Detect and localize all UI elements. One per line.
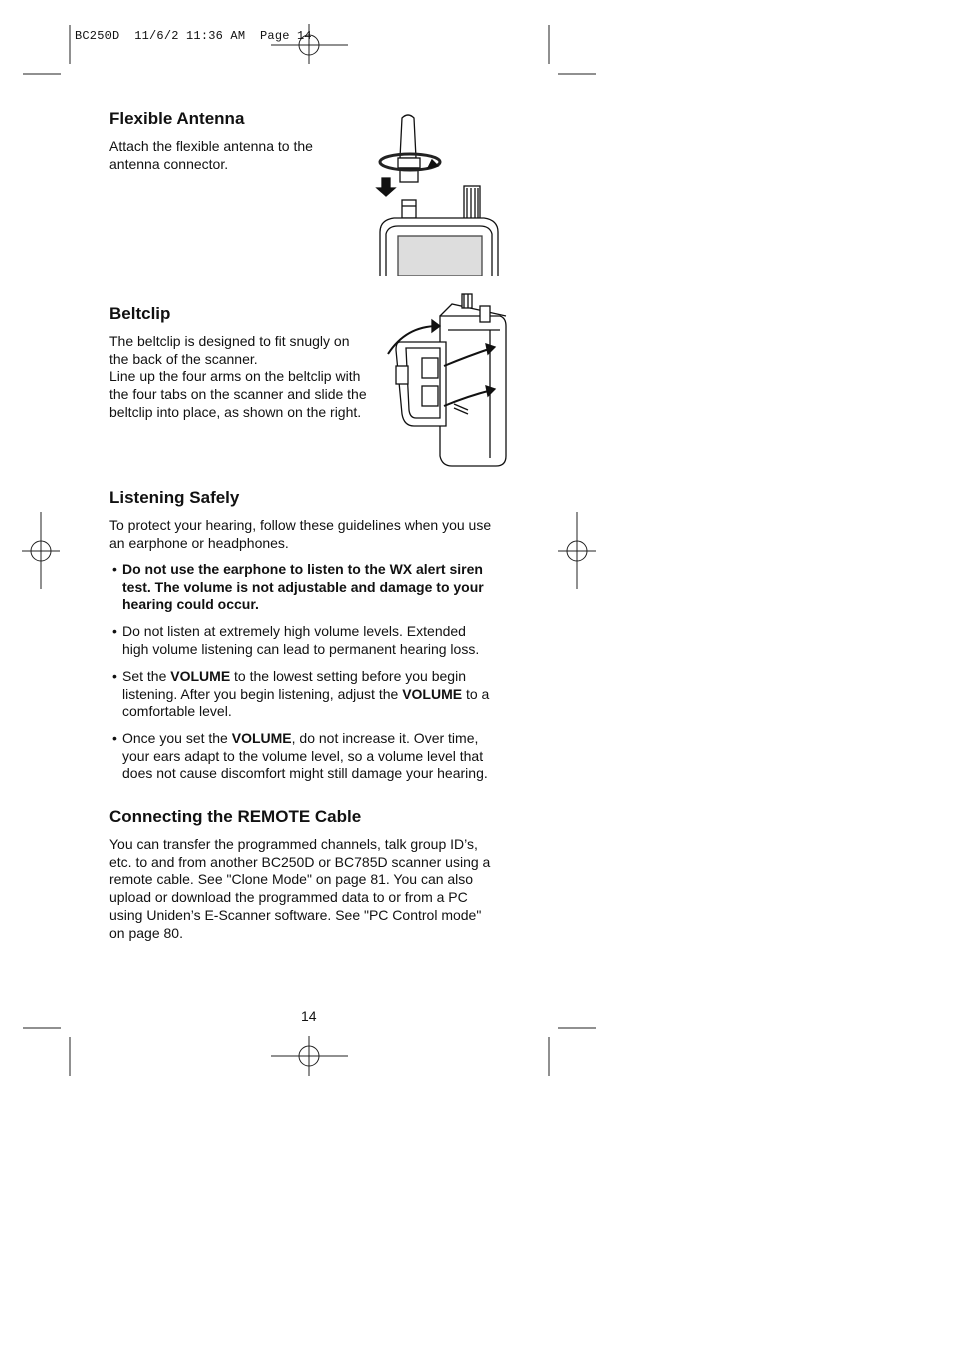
listening-intro: To protect your hearing, follow these guidelines when you use an earphone or headphones.: [109, 517, 492, 551]
heading-flexible-antenna: Flexible Antenna: [109, 109, 245, 128]
beltclip-text: The beltclip is designed to fit snugly on the back of the scanner. Line up the four arms on the beltclip with the four tabs on the scanner and slide the beltclip into place, as shown on the right.: [109, 333, 367, 420]
bullet-do-not-increase: • Once you set the VOLUME, do not increase it. Over time, your ears adapt to the volume level, so a volume level that does not cause discomfort might still damage your hearing.: [112, 730, 488, 782]
page-number: 14: [301, 1008, 317, 1024]
bullet-dot: •: [112, 668, 117, 684]
bullet-dot: •: [112, 623, 117, 639]
beltclip-illustration: [382, 286, 512, 472]
bullet-dot: •: [112, 730, 117, 746]
heading-beltclip: Beltclip: [109, 304, 171, 323]
bullet-dot: •: [112, 561, 117, 577]
registration-mark-bottom: [271, 1036, 348, 1076]
print-slug: BC250D 11/6/2 11:36 AM Page 14: [75, 29, 312, 43]
heading-listening-safely: Listening Safely: [109, 488, 240, 507]
bullet-wx-siren-warning: • Do not use the earphone to listen to the WX alert siren test. The volume is not adjustable and damage to your hearing could occur.: [112, 561, 484, 613]
antenna-illustration: [372, 110, 502, 276]
bullet-set-volume-low: • Set the VOLUME to the lowest setting before you begin listening. After you begin listening, adjust the VOLUME to a comfortable level.: [112, 668, 490, 720]
bullet-high-volume: • Do not listen at extremely high volume levels. Extended high volume listening can lead to permanent hearing loss.: [112, 623, 480, 657]
remote-text: You can transfer the programmed channels, talk group ID’s, etc. to and from another BC250D or BC785D scanner using a remote cable. See "Clone Mode" on page 81. You can also upload or download the programmed data to or from a PC using Uniden’s E-Scanner software. See "PC Control mode" on page 80.: [109, 836, 491, 941]
antenna-text: Attach the flexible antenna to the antenna connector.: [109, 138, 313, 172]
heading-remote-cable: Connecting the REMOTE Cable: [109, 807, 362, 826]
registration-mark-left: [22, 512, 60, 589]
registration-mark-right: [558, 512, 596, 589]
